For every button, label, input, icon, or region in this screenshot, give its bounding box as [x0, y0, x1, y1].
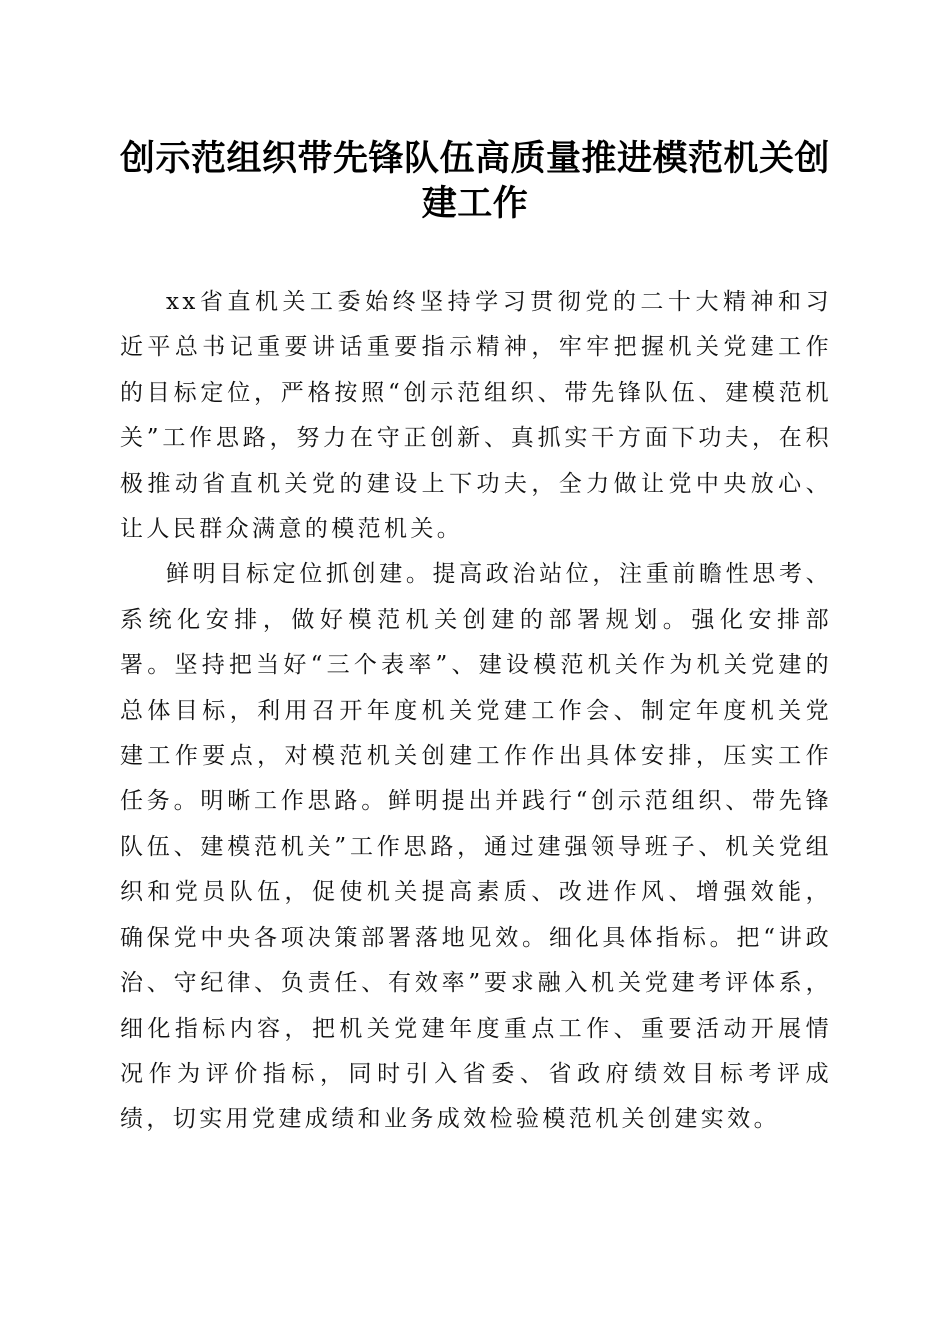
document-body: [120, 280, 832, 1143]
paragraph-intro: xx省直机关工委始终坚持学习贯彻党的二十大精神和习近平总书记重要讲话重要指示精神，牢牢把握机关党建工作的目标定位，严格按照“创示范组织、带先锋队伍、建模范机关”工作思路，努力在守正创新、真抓实干方面下功夫，在积极推动省直机关党的建设上下功夫，全力做让党中央放心、让人民群众满意的模范机关。: [120, 289, 832, 543]
document-title: 创示范组织带先锋队伍高质量推进模范机关创建工作: [119, 138, 830, 224]
paragraph-goal-positioning: 鲜明目标定位抓创建。提高政治站位，注重前瞻性思考、系统化安排，做好模范机关创建的部署规划。强化安排部署。坚持把当好“三个表率”、建设模范机关作为机关党建的总体目标，利用召开年度机关党建工作会、制定年度机关党建工作要点，对模范机关创建工作作出具体安排，压实工作任务。明晰工作思路。鲜明提出并践行“创示范组织、带先锋队伍、建模范机关”工作思路，通过建强领导班子、机关党组织和党员队伍，促使机关提高素质、改进作风、增强效能，确保党中央各项决策部署落地见效。细化具体指标。把“讲政治、守纪律、负责任、有效率”要求融入机关党建考评体系，细化指标内容，把机关党建年度重点工作、重要活动开展情况作为评价指标，同时引入省委、省政府绩效目标考评成绩，切实用党建成绩和业务成效检验模范机关创建实效。: [120, 561, 832, 1133]
